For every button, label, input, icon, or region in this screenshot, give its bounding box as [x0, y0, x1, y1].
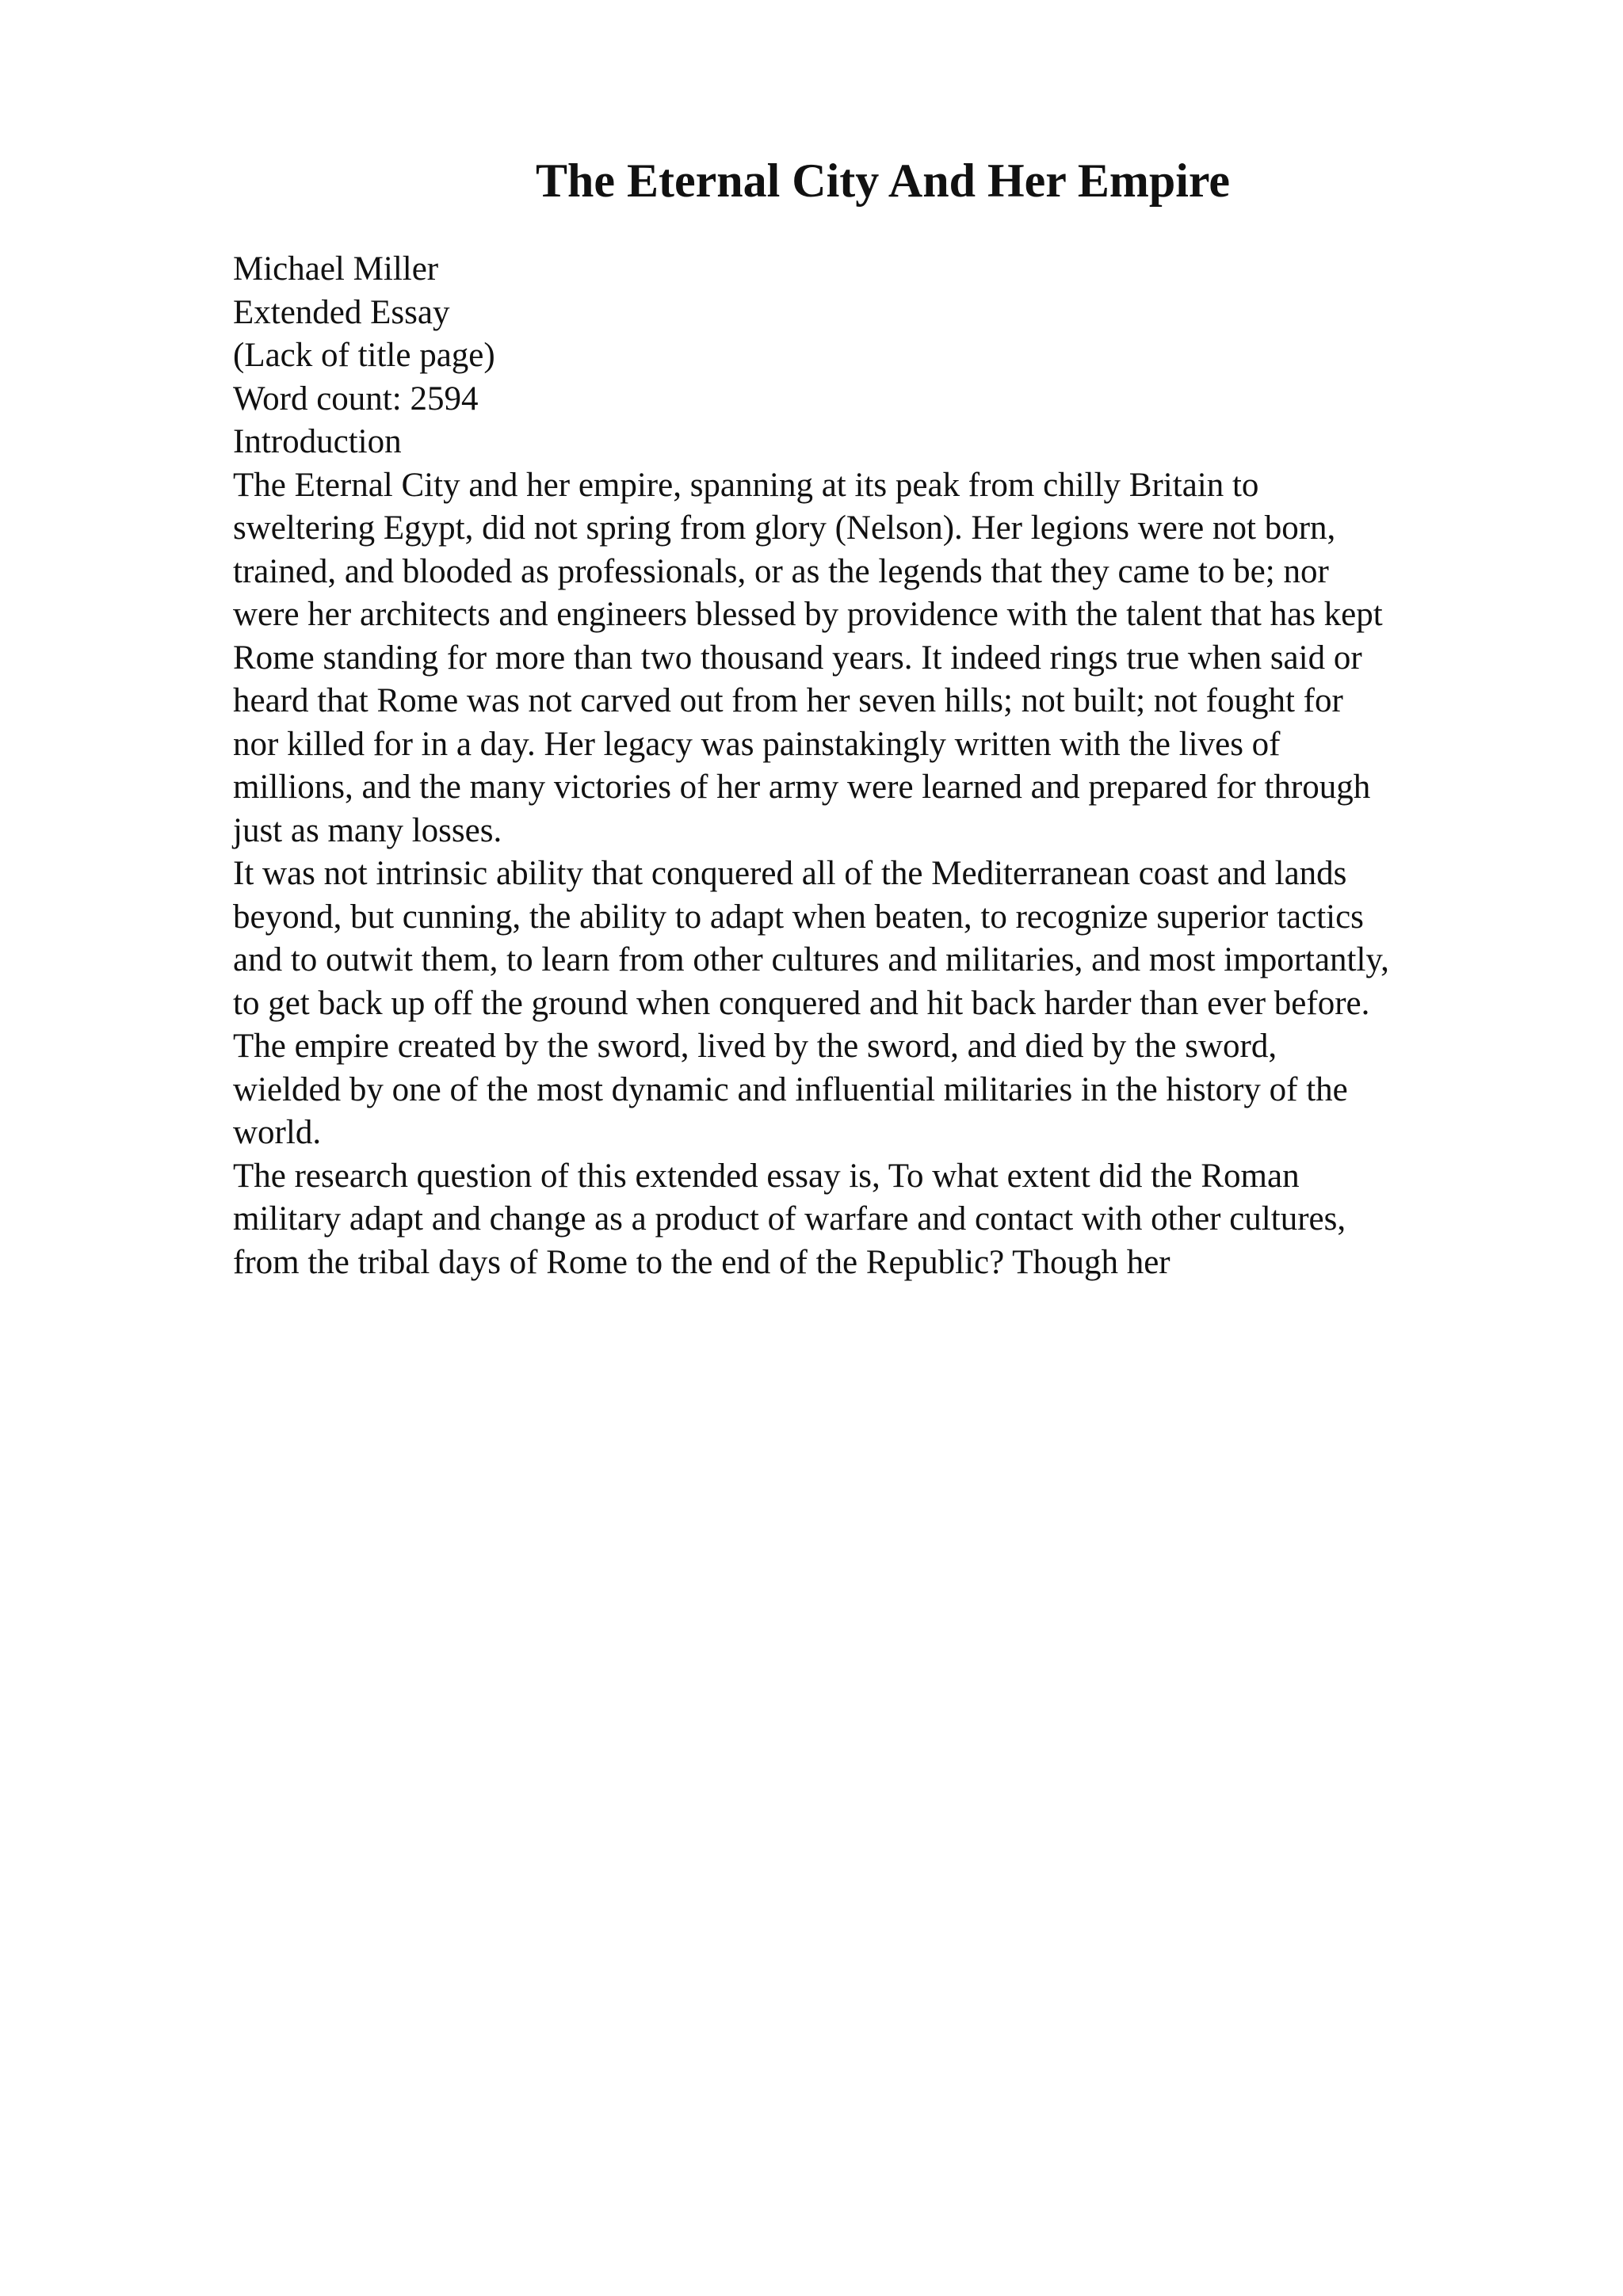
text-line: nor killed for in a day. Her legacy was painstakingly written with the lives of	[233, 725, 1281, 763]
text-line: It was not intrinsic ability that conquered all of the Mediterranean coast and lands	[233, 855, 1347, 892]
text-line: military adapt and change as a product of warfare and contact with other cultures,	[233, 1200, 1346, 1238]
header-block	[233, 248, 1620, 464]
text-line: from the tribal days of Rome to the end of the Republic? Though her	[233, 1243, 1170, 1281]
paragraph-1	[233, 464, 1620, 853]
word-count: Word count: 2594	[233, 379, 479, 418]
text-line: The research question of this extended essay is, To what extent did the Roman	[233, 1157, 1300, 1195]
paragraph-3	[233, 1155, 1620, 1285]
text-line: heard that Rome was not carved out from her seven hills; not built; not fought for	[233, 682, 1343, 719]
document-type: Extended Essay	[233, 293, 450, 331]
text-line: trained, and blooded as professionals, or as the legends that they came to be; nor	[233, 552, 1329, 590]
text-line: were her architects and engineers blessed by providence with the talent that has kept	[233, 596, 1383, 633]
document-title: The Eternal City And Her Empire	[535, 154, 1231, 207]
document-body	[233, 248, 1620, 1284]
paragraph-2	[233, 852, 1620, 1155]
text-line: sweltering Egypt, did not spring from glory (Nelson). Her legions were not born,	[233, 509, 1336, 547]
text-line: millions, and the many victories of her army were learned and prepared for through	[233, 769, 1371, 806]
title-page-note: (Lack of title page)	[233, 337, 495, 374]
text-line: The Eternal City and her empire, spanning at its peak from chilly Britain to	[233, 466, 1259, 504]
text-line: world.	[233, 1114, 322, 1151]
text-line: wielded by one of the most dynamic and influential militaries in the history of the	[233, 1070, 1348, 1108]
section-heading-introduction: Introduction	[233, 423, 402, 460]
text-line: and to outwit them, to learn from other cultures and militaries, and most importantly,	[233, 941, 1389, 978]
text-line: to get back up off the ground when conquered and hit back harder than ever before.	[233, 984, 1370, 1022]
text-line: The empire created by the sword, lived by the sword, and died by the sword,	[233, 1028, 1277, 1065]
text-line: just as many losses.	[233, 811, 502, 849]
text-line: beyond, but cunning, the ability to adapt when beaten, to recognize superior tactics	[233, 898, 1364, 936]
text-line: Rome standing for more than two thousand years. It indeed rings true when said or	[233, 639, 1362, 677]
author-name: Michael Miller	[233, 250, 439, 288]
